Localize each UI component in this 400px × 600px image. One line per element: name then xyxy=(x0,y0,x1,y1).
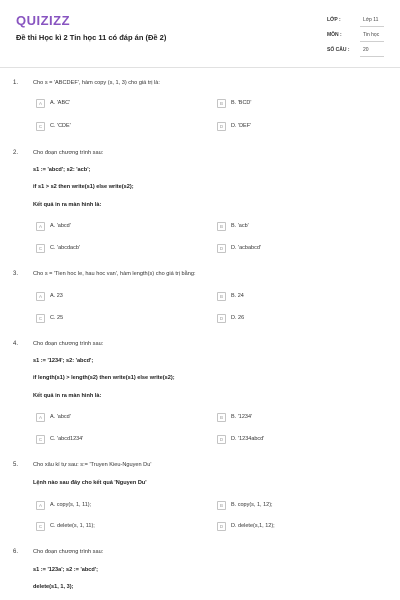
option-letter-box: C xyxy=(36,122,45,131)
option-text: C. 'abcdacb' xyxy=(50,245,80,251)
option-letter-box: C xyxy=(36,314,45,323)
question-text: Cho đoạn chương trình sau: xyxy=(33,549,104,555)
question-count-label: SỐ CÂU : xyxy=(327,47,350,53)
option-text: D. '1234abcd' xyxy=(231,436,265,442)
question-code-line: delete(s1, 1, 3); xyxy=(33,584,74,590)
option-letter-box: B xyxy=(217,501,226,510)
quizizz-logo: QUIZIZZ xyxy=(16,13,71,28)
question-number: 2. xyxy=(13,150,19,156)
option-text: D. 26 xyxy=(231,315,245,321)
option-letter-box: A xyxy=(36,501,45,510)
question-number: 1. xyxy=(13,80,19,86)
option-text: C. 25 xyxy=(50,315,64,321)
option-letter-box: B xyxy=(217,99,226,108)
option-text: B. copy(s, 1, 12); xyxy=(231,502,273,508)
header-divider xyxy=(0,67,400,68)
option-text: A. 'abcd' xyxy=(50,223,71,229)
option-letter-box: D xyxy=(217,435,226,444)
option-letter-box: D xyxy=(217,122,226,131)
document-title: Đề thi Học kì 2 Tin học 11 có đáp án (Đề 2) xyxy=(16,33,167,42)
option-text: C. 'CDE' xyxy=(50,123,71,129)
question-text: Cho s = 'Tien hoc le, hau hoc van', hàm length(s) cho giá trị bằng: xyxy=(33,271,196,277)
question-code-line: s1 := '123a'; s2 := 'abcd'; xyxy=(33,567,99,573)
question-text: Cho xâu kí tự sau: s:= 'Truyen Kieu-Nguyen Du' xyxy=(33,462,152,468)
subject-value: Tin học xyxy=(363,32,380,38)
question-text: Cho đoạn chương trình sau: xyxy=(33,341,104,347)
question-text: Cho s = 'ABCDEF', hàm copy (s, 1, 3) cho giá trị là: xyxy=(33,80,160,86)
question-number: 6. xyxy=(13,549,19,555)
option-letter-box: C xyxy=(36,522,45,531)
option-letter-box: D xyxy=(217,244,226,253)
option-text: B. 24 xyxy=(231,293,244,299)
option-letter-box: B xyxy=(217,292,226,301)
question-code-line: if s1 > s2 then write(s1) else write(s2); xyxy=(33,184,134,190)
option-letter-box: B xyxy=(217,413,226,422)
option-letter-box: D xyxy=(217,522,226,531)
option-text: B. 'BCD' xyxy=(231,100,252,106)
option-text: D. 'DEF' xyxy=(231,123,252,129)
option-text: C. delete(s, 1, 11); xyxy=(50,523,95,529)
question-code-line: if length(s1) > length(s2) then write(s1) else write(s2); xyxy=(33,375,175,381)
option-text: D. delete(s,1, 12); xyxy=(231,523,275,529)
question-count-underline xyxy=(360,56,384,57)
question-number: 3. xyxy=(13,271,19,277)
option-text: A. copy(s, 1, 11); xyxy=(50,502,92,508)
option-letter-box: A xyxy=(36,222,45,231)
class-value: Lớp 11 xyxy=(363,17,379,23)
class-label: LỚP : xyxy=(327,17,341,23)
option-text: B. 'acb' xyxy=(231,223,249,229)
option-text: B. '1234' xyxy=(231,414,253,420)
option-letter-box: C xyxy=(36,435,45,444)
option-letter-box: D xyxy=(217,314,226,323)
option-text: A. 'abcd' xyxy=(50,414,71,420)
option-text: A. 23 xyxy=(50,293,63,299)
class-underline xyxy=(360,26,384,27)
option-text: C. 'abcd1234' xyxy=(50,436,84,442)
option-text: D. 'acbabcd' xyxy=(231,245,261,251)
question-count-value: 20 xyxy=(363,47,369,53)
option-letter-box: A xyxy=(36,413,45,422)
document-header xyxy=(0,0,400,70)
question-number: 5. xyxy=(13,462,19,468)
option-text: A. 'ABC' xyxy=(50,100,71,106)
question-code-line: s1 := 'abcd'; s2: 'acb'; xyxy=(33,167,91,173)
option-letter-box: C xyxy=(36,244,45,253)
option-letter-box: A xyxy=(36,292,45,301)
question-prompt: Kết quả in ra màn hình là: xyxy=(33,393,102,399)
question-prompt: Lệnh nào sau đây cho kết quả 'Nguyen Du' xyxy=(33,480,147,486)
subject-label: MÔN : xyxy=(327,32,342,38)
subject-underline xyxy=(360,41,384,42)
question-number: 4. xyxy=(13,341,19,347)
option-letter-box: A xyxy=(36,99,45,108)
question-code-line: s1 := '1234'; s2: 'abcd'; xyxy=(33,358,94,364)
option-letter-box: B xyxy=(217,222,226,231)
question-text: Cho đoạn chương trình sau: xyxy=(33,150,104,156)
question-prompt: Kết quả in ra màn hình là: xyxy=(33,202,102,208)
